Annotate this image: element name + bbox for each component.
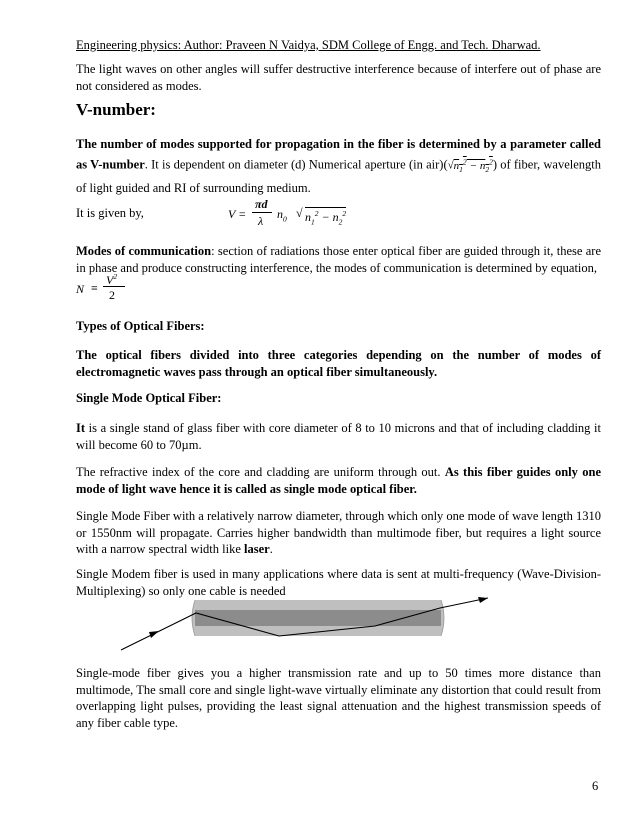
section-heading-vnumber: V-number: <box>76 100 156 119</box>
vnumber-text-a: . It is dependent on diameter (d) Numerical aperture (in air)( <box>144 157 448 172</box>
single-3-text: Single Mode Fiber with a relatively narrow diameter, through which only one mode of wave length 1310 or 1550nm will propagate. Carries higher bandwidth than multimode fiber, but requires a light source with a narrow spectral width like <box>76 509 601 556</box>
types-paragraph: The optical fibers divided into three categories depending on the number of modes of electromagnetic waves pass through an optical fiber simultaneously. <box>76 348 601 379</box>
types-heading: Types of Optical Fibers: <box>76 319 205 333</box>
single-2-bold: As this fiber guides only one mode of light wave hence it is called as single mode optical fiber. <box>76 465 601 496</box>
fiber-end-left <box>192 600 195 636</box>
single-mode-paragraph-4: Single Modem fiber is used in many applications where data is sent at multi-frequency (Wave-Division-Multiplexing) so only one cable is needed <box>76 567 601 598</box>
single-3-end: . <box>269 542 273 556</box>
fiber-end-right <box>441 600 444 636</box>
na-formula: $√n_1^2 - n_2^2$ <box>447 157 493 174</box>
vnumber-text-b: ) of fiber, wavelength of light guided and RI of surrounding medium. <box>76 157 601 195</box>
vnumber-bold-lead: The number of modes supported for propagation in the fiber is determined by a parameter called as V-number <box>76 137 601 172</box>
ray-arrow-out <box>478 597 488 603</box>
modes-bold-lead: Modes of communication <box>76 244 212 258</box>
given-by-label: It is given by, <box>76 206 144 220</box>
running-header: Engineering physics: Author: Praveen N Vaidya, SDM College of Engg. and Tech. Dharwad. <box>76 38 541 52</box>
single-mode-paragraph-5: Single-mode fiber gives you a higher transmission rate and up to 50 times more distance than multimode, The small core and single light-wave virtually eliminate any distortion that could result from overlapping light pulses, providing the least signal attenuation and the highest transmission speeds of any fiber cable type. <box>76 666 601 730</box>
single-mode-heading: Single Mode Optical Fiber: <box>76 391 222 405</box>
single-1-text: is a single stand of glass fiber with core diameter of 8 to 10 microns and that of including cladding it will become 60 to 70µm. <box>76 421 601 452</box>
document-page: Engineering physics: Author: Praveen N Vaidya, SDM College of Engg. and Tech. Dharwad. The light waves on other angles will suffer destructive interference because of interfere out of phase are not considered as modes. V-number: The number of modes supported for propagation in the fiber is determined by a parameter called as V-number. It is dependent on diameter (d) Numerical aperture (in $air)(√n_1^2 - n_2^2)$ of fiber, wavelength of light guided and RI of surrounding medium. It is given by, V = πd λ $n_0$ √ $n_1^2 - n_2^2$ Modes of communication: section of radiations those enter optical fiber are guided through it, these are in phase and produce constructing interference, the modes of communication is determined by equation, N ≡ $V^2$ 2 Types of Optical Fibers: The optical fibers divided into three categories depending on the number of modes of electromagnetic waves pass through an optical fiber simultaneously. Single Mode Optical Fiber: It is a single stand of glass fiber with core diameter of 8 to 10 microns and that of including cladding it will become 60 to 70µm. The refractive index of the core and cladding are uniform through out. As this fiber guides only one mode of light wave hence it is called as single mode optical fiber. Single Mode Fiber with a relatively narrow diameter, through which only one mode of wave length 1310 or 1550nm will propagate. Carries higher bandwidth than multimode fiber, but requires a light source with a narrow spectral width like laser. Single Modem fiber is used in many applications where data is sent at multi-frequency (Wave-Division-Multiplexing) so only one cable is needed Single-mode fiber gives you a higher transmission rate and up to 50 times more distance than multimode, The small core and single light-wave virtually eliminate any distortion that could result from overlapping light pulses, providing the least signal attenuation and the highest transmission speeds of any fiber cable type. 6 <box>0 0 638 826</box>
intro-paragraph: The light waves on other angles will suffer destructive interference because of interfere out of phase are not considered as modes. <box>76 62 601 93</box>
ray-arrow-in <box>149 631 159 638</box>
page-number: 6 <box>592 779 599 793</box>
single-1-bold: It <box>76 421 86 435</box>
single-3-bold: laser <box>244 542 270 556</box>
modes-text: : section of radiations those enter optical fiber are guided through it, these are in phase and produce constructing interference, the modes of communication is determined by equation, <box>76 244 601 275</box>
single-2-text: The refractive index of the core and cladding are uniform through out. <box>76 465 445 479</box>
